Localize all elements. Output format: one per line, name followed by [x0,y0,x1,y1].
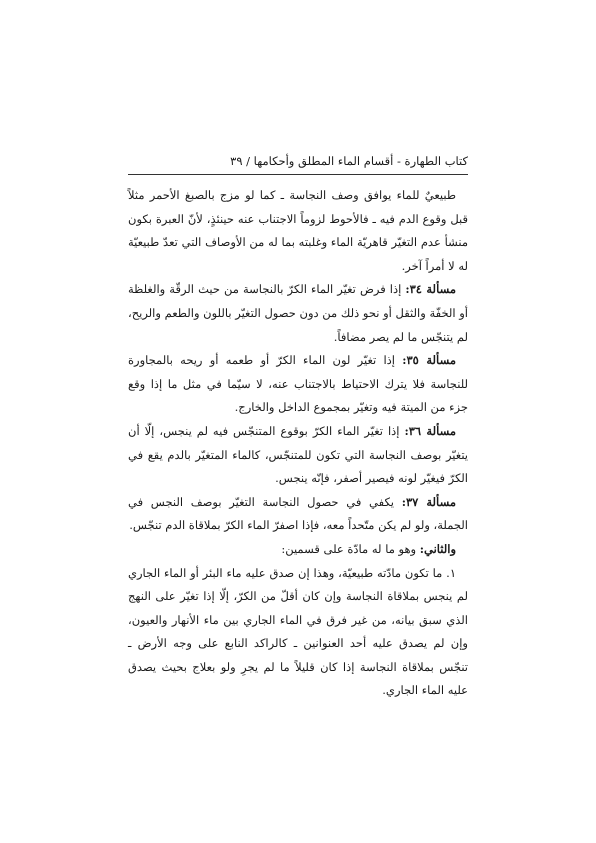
paragraph-text: طبيعيٌ للماء يوافق وصف النجاسة ـ كما لو مزج بالصبغ الأحمر مثلاً قبل وقوع الدم فيه ـ فالأحوط لزوماً الاجتناب عنه حينئذٍ، لأنّ العبرة بكون منشأ عدم التغيّر قاهريّة الماء وغلبته بما له من الأوصاف التي تعدّ طبيعيّة له لا أمراً آخر. [128,188,468,273]
issue-label: مسألة ٣٧: [401,494,456,509]
issue-label: مسألة ٣٦: [404,423,456,438]
paragraph-text: إذا تغيّر الماء الكرّ بوقوع المتنجّس فيه لم ينجس، إلّا أن يتغيّر بوصف النجاسة التي تكون للمتنجّس، كالماء المتغيّر بالدم يقع في الكرّ فيغيّر لونه فيصير أصفر، فإنّه ينجس. [128,423,468,486]
paragraph-second-type [128,538,468,562]
running-header [128,150,468,172]
running-header-text: كتاب الطهارة - أقسام الماء المطلق وأحكامها / ٣٩ [230,154,468,168]
header-rule [128,174,468,175]
paragraph-text: إذا فرض تغيّر الماء الكرّ بالنجاسة من حيث الرقّة والغلظة أو الخفّة والثقل أو نحو ذلك من دون حصول التغيّر باللون والطعم والريح، لم يتنجّس ما لم يصر مضافاً. [128,282,468,344]
paragraph-text: إذا تغيّر لون الماء الكرّ أو طعمه أو ريحه بالمجاورة للنجاسة فلا يترك الاحتياط بالاجتناب عنه، لا سيّما في مثل ما إذا وقع جزء من الميتة فيه وتغيّر بمجموع الداخل والخارج. [128,353,468,415]
paragraph-item-1 [128,562,468,704]
section-label: والثاني: [419,541,456,556]
paragraph-text: ١. ما تكون مادّته طبيعيّة، وهذا إن صدق عليه ماء البئر أو الماء الجاري لم ينجس بملاقاة النجاسة وإن كان أقلّ من الكرّ، إلّا إذا تغيّر على النهج الذي سبق بيانه، من غير فرق في الماء الجاري بين ماء الأنهار والعيون، وإن لم يصدق عليه أحد العنوانين ـ كالراكد النابع على وجه الأرض ـ تنجّس بملاقاة النجاسة إذا كان قليلاً ما لم يجرِ ولو بعلاج بحيث يصدق عليه الماء الجاري. [128,565,468,698]
issue-label: مسألة ٣٥: [402,353,456,368]
paragraph-issue-34 [128,278,468,349]
main-text [128,184,468,703]
paragraph-text: وهو ما له مادّة على قسمين: [281,541,420,556]
paragraph-issue-35 [128,349,468,420]
issue-label: مسألة ٣٤: [405,282,456,297]
paragraph-text: يكفي في حصول النجاسة التغيّر بوصف النجس في الجملة، ولو لم يكن متّحداً معه، فإذا اصفرّ الماء الكرّ بملاقاة الدم تنجّس. [128,494,468,533]
paragraph-issue-36 [128,420,468,491]
paragraph-issue-37 [128,491,468,538]
paragraph-continuation [128,184,468,278]
